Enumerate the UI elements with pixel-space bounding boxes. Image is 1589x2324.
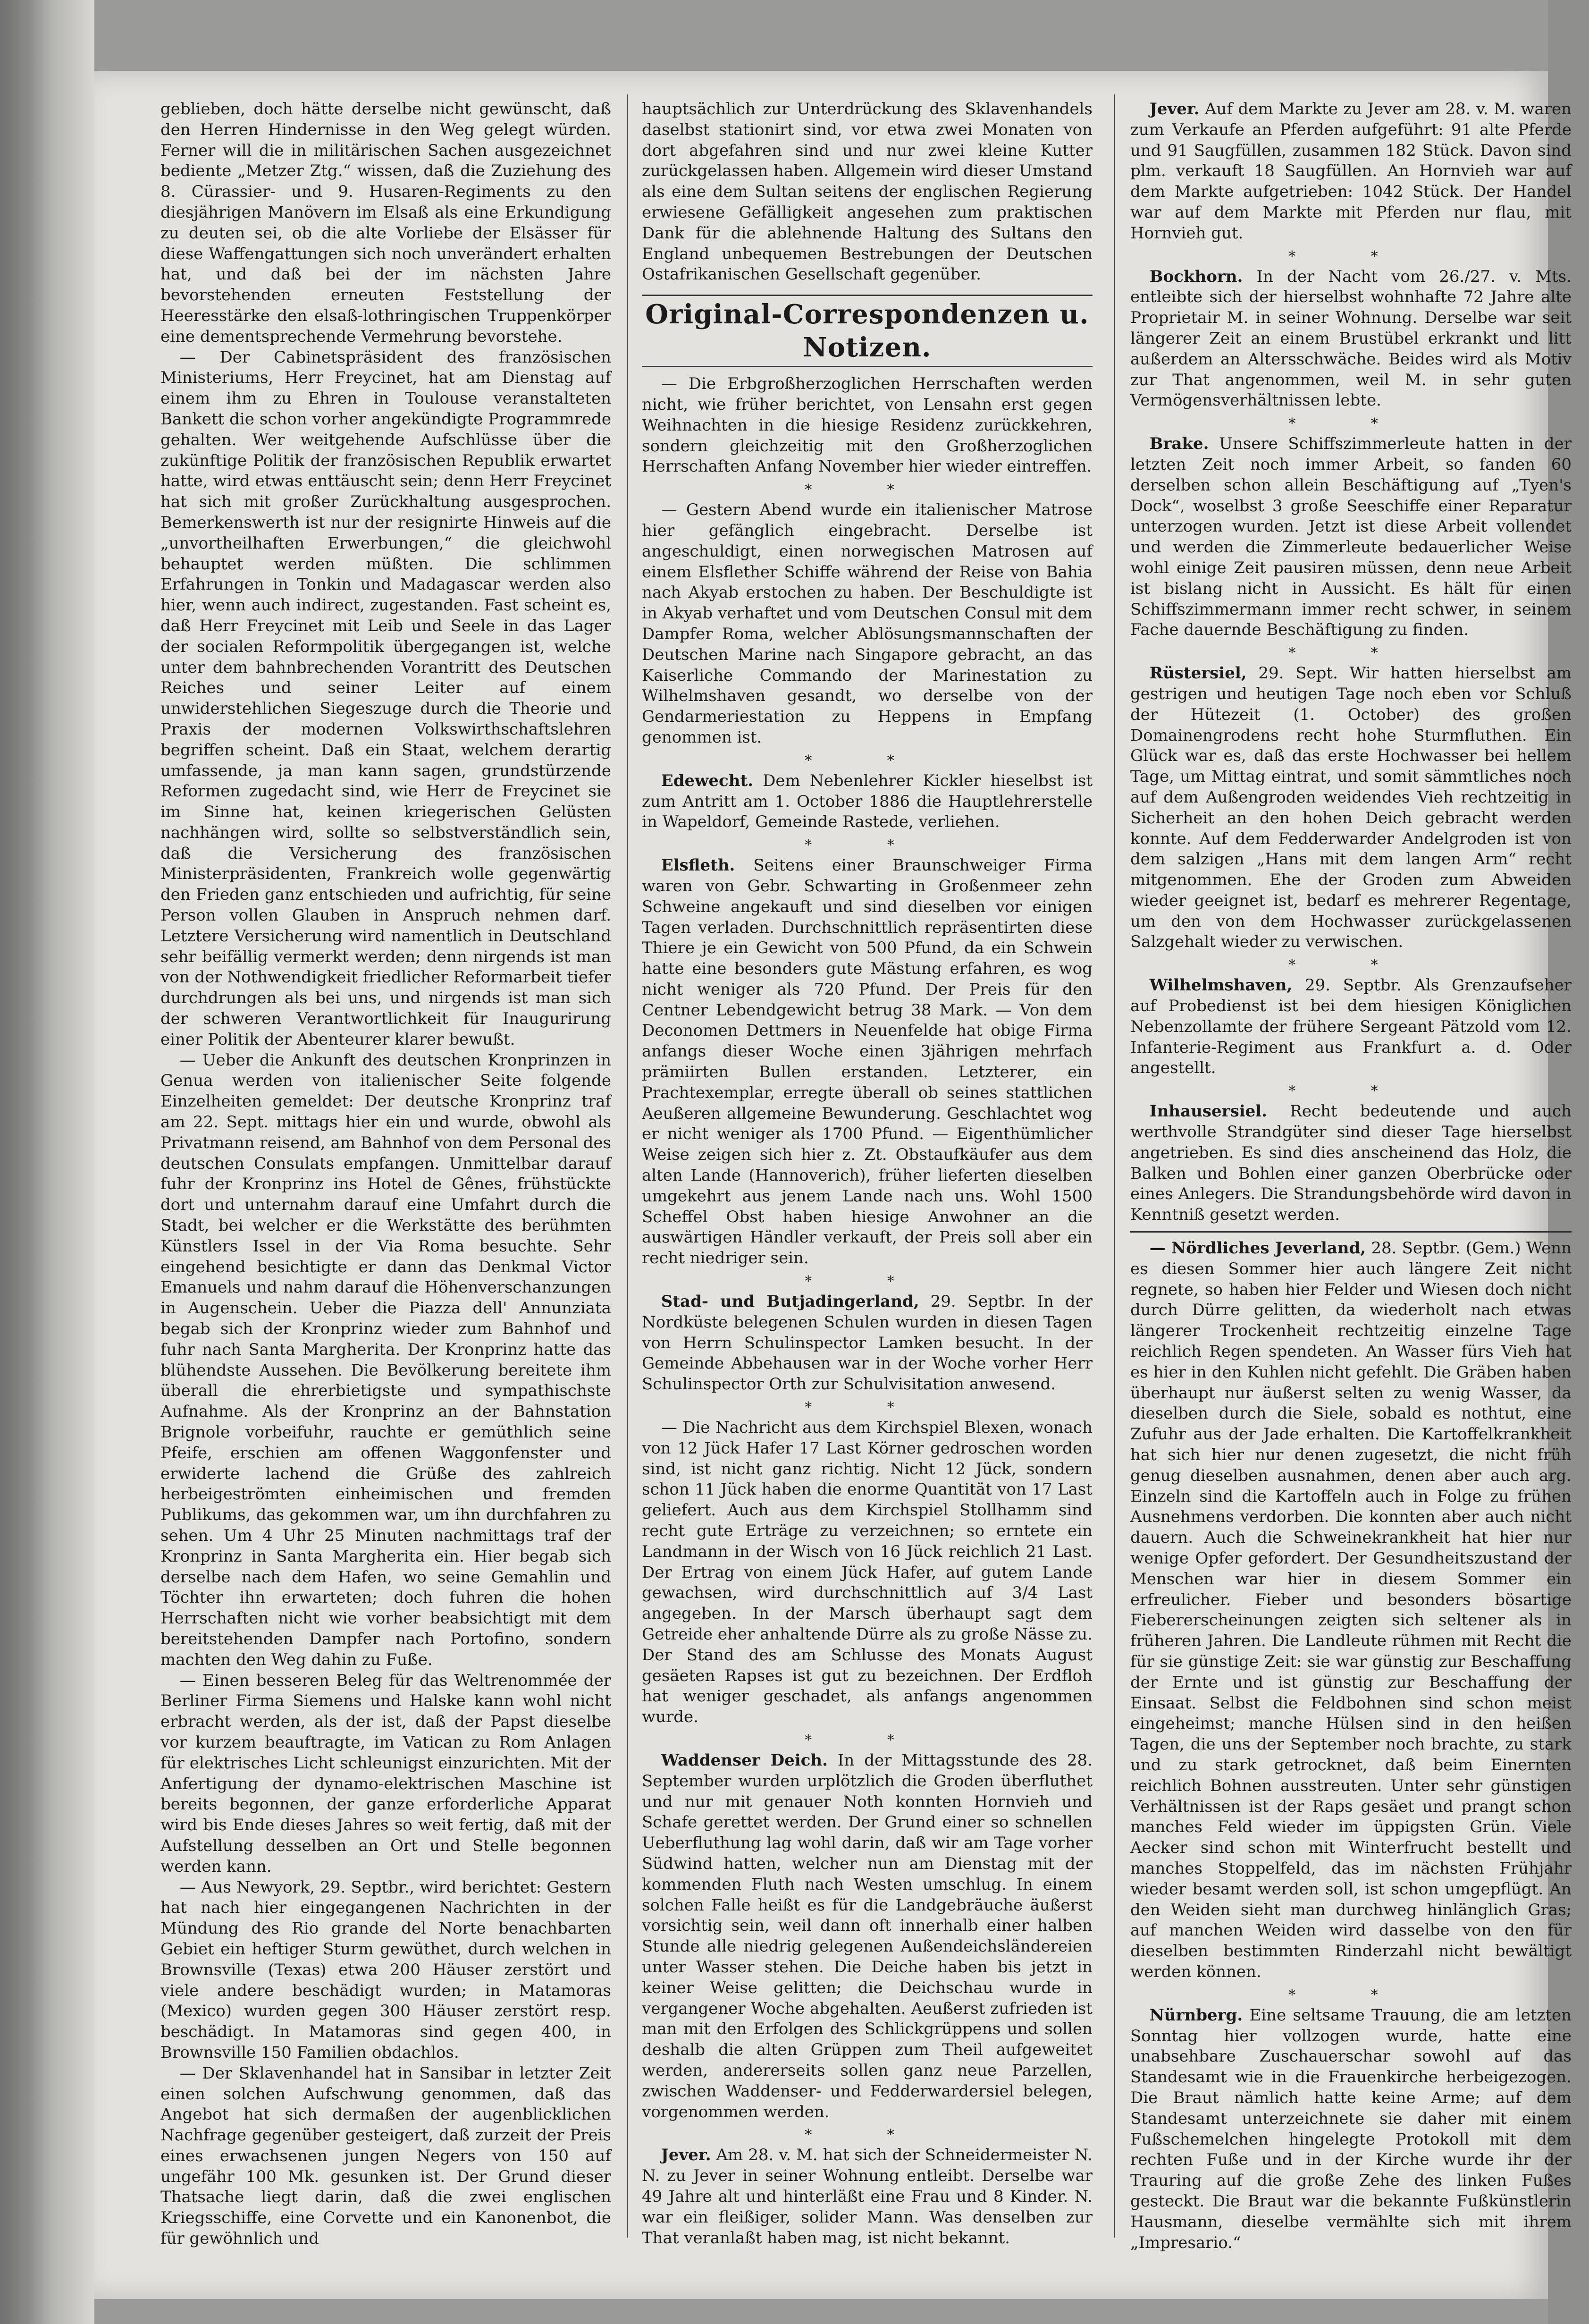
article-paragraph: — Der Sklavenhandel hat in Sansibar in letzter Zeit einen solchen Aufschwung genommen, daß das Angebot hat sich dermaßen der augenblicklichen Nachfrage gegenüber gesteigert, daß zurzeit der Preis eines erwachsenen jungen Negers von 150 auf ungefähr 100 Mk. gesunken ist. Der Grund dieser Thatsache liegt darin, daß die zwei englischen Kriegsschiffe, eine Corvette und ein Kanonenbot, die für gewöhnlich und (160, 2063, 611, 2248)
notice (1130, 1238, 1572, 1983)
notice (1130, 975, 1572, 1079)
notice-text: In der Mittagsstunde des 28. September wurden urplötzlich die Groden überfluthet und nur mit genauer Noth konnten Hornvieh und Schafe gerettet werden. Der Grund einer so schnellen Ueberfluthung lag wohl darin, daß wir am Tage vorher Südwind hatten, welcher nun am Dienstag mit der kommenden Fluth nach Westen umschlug. In einem solchen Falle heißt es für die Landgebräuche äußerst vorsichtig sein, weil dann oft innerhalb einer halben Stunde alle niedrig gelegenen Außendeichsländereien unter Wasser stehen. Die Deiche haben bis jetzt in keiner Weise gelitten; die Deichschau wurde in vergangener Woche abgehalten. Aeußerst zufrieden ist man mit den Erfolgen des Schlickgrüppens und sollen deshalb die alten Grüppen zum Theil aufgeweitet werden, andererseits sollen ganz neue Parzellen, zwischen Waddenser- und Fedderwardersiel belegen, vorgenommen werden. (642, 1750, 1093, 2121)
notice-text: 28. Septbr. (Gem.) Wenn es diesen Sommer hier auch längere Zeit nicht regnete, so haben hier Felder und Wiesen doch nicht durch Dürre gelitten, da wiederholt nach etwas längerer Trockenheit rechtzeitig einzelne Tage reichlich Regen spendeten. An Wasser fürs Vieh hat es hier in den Kuhlen nicht gefehlt. Die Gräben haben überhaupt nur äußerst selten zu wenig Wasser, da dieselben durch die Siele, sobald es nothtut, eine Zufuhr aus der Jade erhalten. Die Kartoffelkrankheit hat sich hier nur denen zugesetzt, die nicht früh genug dieselben ausnahmen, denen aber auch arg. Einzeln sind die Kartoffeln auch in Folge zu frühen Ausnehmens verdorben. Die konnten aber auch nicht dauern. Auch die Schweinekrankheit hat hier nur wenige Opfer gefordert. Der Gesundheitszustand der Menschen war hier in diesem Sommer ein erfreulicher. Fieber und besonders bösartige Fiebererscheinungen zeigten sich seltener als in früheren Jahren. Die Landleute rühmen mit Recht die für sie günstige Zeit: sie war günstig zur Beschaffung der Ernte und ist günstig zur Beschaffung der Einsaat. Selbst die Feldbohnen sind schon meist eingeheimst; manche Hülsen sind in den heißen Tagen, die uns der September noch brachte, zu stark und zu stark getrocknet, daß beim Einernten reichlich Bohnen ausstreuten. Unter sehr günstigen Verhältnissen ist der Raps gesäet und prangt schon manches Feld wieder im üppigsten Grün. Viele Aecker sind schon mit Winterfrucht bestellt und manches Stoppelfeld, das im nächsten Frühjahr wieder besamt werden soll, ist schon umgepflügt. An den Weiden sieht man durchweg hinlänglich Gras; auf manchen Weiden wird dasselbe von den für dieselben bestimmten Rinderzahl nicht bewältigt werden können. (1130, 1239, 1572, 1981)
article-paragraph: hauptsächlich zur Unterdrückung des Sklavenhandels daselbst stationirt sind, vor etwa zwei Monaten von dort abgefahren sind und nur zwei kleine Kutter zurückgelassen haben. Allgemein wird dieser Umstand als eine dem Sultan seitens der englischen Regierung erwiesene Gefälligkeit angesehen zum praktischen Dank für die ablehnende Haltung des Sultans den England unbequemen Bestrebungen der Deutschen Ostafrikanischen Gesellschaft gegenüber. (642, 100, 1093, 284)
dateline: Elsfleth. (661, 856, 735, 875)
separator-stars: * * (805, 752, 930, 769)
notice (642, 1292, 1093, 1395)
separator-stars: * * (805, 1273, 930, 1290)
notice-text: 29. Sept. Wir hatten hierselbst am gestrigen und heutigen Tage noch eben vor Schluß der Hütezeit (1. October) des großen Domainengrodens recht hohe Sturmfluthen. Ein Glück war es, daß das erste Hochwasser bei hellem Tage, um Mittag eintrat, und somit sämmtliches noch auf dem Außengroden weidendes Vieh rechtzeitig in Sicherheit an den hohen Deich gebracht werden konnte. Auf dem Fedderwarder Andelgroden ist von dem salzigen „Hans mit dem langen Arm“ recht mitgenommen. Ehe der Groden zum Abweiden wieder geeignet ist, bedarf es mehrerer Regentage, um den von dem Hochwasser zurückgelassenen Salzgehalt wieder zu verwischen. (1130, 664, 1572, 952)
column-1 (160, 99, 611, 2249)
separator-stars: * * (1288, 645, 1413, 662)
separator-stars: * * (805, 1399, 930, 1416)
column-rule (1114, 94, 1115, 2238)
separator-stars: * * (805, 2127, 930, 2144)
notice-text: 29. Septbr. In der Nordküste belegenen Schulen wurden in diesen Tagen von Herrn Schulinspector Lamken besucht. In der Gemeinde Abbehausen war in der Woche vorher Herr Schulinspector Orth zur Schulvisitation anwesend. (642, 1292, 1093, 1394)
notice-text: Dem Nebenlehrer Kickler hieselbst ist zum Antritt am 1. October 1886 die Hauptlehrerstelle in Wapeldorf, Gemeinde Rastede, verliehen. (642, 771, 1093, 832)
dateline: Inhausersiel. (1149, 1102, 1268, 1121)
column-2 (642, 99, 1093, 2248)
notice-text: Seitens einer Braunschweiger Firma waren von Gebr. Schwarting in Großenmeer zehn Schweine angekauft und sind dieselben vor einigen Tagen verladen. Durchschnittlich repräsentirten diese Thiere je ein Gewicht von 500 Pfund, da ein Schwein hatte eine besonders gute Mästung erfahren, es wog nicht weniger als 720 Pfund. Der Preis für den Centner Lebendgewicht betrug 38 Mark. — Von dem Deconomen Dettmers in Neuenfelde hat obige Firma anfangs dieser Woche einen 3jährigen mehrfach prämiirten Bullen erstanden. Letzterer, ein Prachtexemplar, erregte überall ob seines stattlichen Aeußeren allgemeine Bewunderung. Geschlachtet wog er nicht weniger als 1700 Pfund. — Eigenthümlicher Weise zeigen sich hier z. Zt. Obstaufkäufer aus dem alten Lande (Hannoverich), früher lieferten dieselben umgekehrt aus jenem Lande nach uns. Wohl 1500 Scheffel Obst haben hiesige Anwohner an die auswärtigen Händler verkauft, der Preis soll aber ein recht niedriger sein. (642, 856, 1093, 1268)
column-3 (1130, 99, 1572, 2253)
divider (1130, 1231, 1572, 1233)
column-rule (627, 94, 628, 2238)
separator-stars: * * (805, 1732, 930, 1749)
notice (642, 2145, 1093, 2248)
dateline: Edewecht. (661, 771, 753, 790)
notice (1130, 2005, 1572, 2254)
notice-text: 29. Septbr. Als Grenzaufseher auf Probedienst ist bei dem hiesigen Königlichen Nebenzollamte der frühere Sergeant Pätzold vom 12. Infanterie-Regiment aus Frankfurt a. d. Oder angestellt. (1130, 976, 1572, 1078)
notice-text: Recht bedeutende und auch werthvolle Strandgüter sind dieser Tage hierselbst angetrieben. Es sind dies anscheinend das Holz, die Balken und Bohlen einer ganzen Oberbrücke oder eines Anlegers. Die Strandungsbehörde wird davon in Kenntniß gesetzt werden. (1130, 1102, 1572, 1225)
separator-stars: * * (805, 837, 930, 854)
book-edge (0, 0, 94, 2324)
notice-text: Am 28. v. M. hat sich der Schneidermeister N. N. zu Jever in seiner Wohnung entleibt. Derselbe war 49 Jahre alt und hinterläßt eine Frau und 8 Kinder. N. war ein fleißiger, solider Mann. Was denselben zur That veranlaßt haben mag, ist nicht bekannt. (642, 2146, 1093, 2248)
separator-stars: * * (1288, 957, 1413, 974)
notice (1130, 267, 1572, 412)
notice-text: — Die Erbgroßherzoglichen Herrschaften werden nicht, wie früher berichtet, von Lensahn erst gegen Weihnachten in die hiesige Residenz zurückkehren, sondern gleichzeitig mit den Großherzoglichen Herrschaften Anfang November hier wieder eintreffen. (642, 374, 1093, 476)
notice (642, 1750, 1093, 2122)
notice (642, 771, 1093, 833)
separator-stars: * * (1288, 1083, 1413, 1100)
notice (642, 855, 1093, 1269)
notice (642, 1418, 1093, 1728)
separator-stars: * * (1288, 1986, 1413, 2003)
notice (642, 374, 1093, 477)
notice (1130, 1101, 1572, 1225)
notice-text: Auf dem Markte zu Jever am 28. v. M. waren zum Verkaufe an Pferden aufgeführt: 91 alte Pferde und 91 Saugfüllen, zusammen 182 Stück. Davon sind plm. verkauft 18 Saugfüllen. An Hornvieh war auf dem Markte aufgetrieben: 1042 Stück. Der Handel war auf dem Markte mit Pferden nur flau, mit Hornvieh gut. (1130, 100, 1572, 243)
separator-stars: * * (805, 482, 930, 499)
dateline: Brake. (1149, 434, 1209, 454)
dateline: Nürnberg. (1149, 2005, 1243, 2025)
notice-text: Unsere Schiffszimmerleute hatten in der letzten Zeit noch immer Arbeit, so fanden 60 derselben schon allein Beschäftigung auf „Tyen's Dock“, woselbst 3 große Seeschiffe einer Reparatur unterzogen wurden. Jetzt ist diese Arbeit vollendet und werden die Zimmerleute bedauerlicher Weise wohl einige Zeit pausiren müssen, denn neue Arbeit ist bislang nicht in Aussicht. Es hält für einen Schiffszimmermann immer recht schwer, in seinem Fache dauernde Beschäftigung zu finden. (1130, 434, 1572, 640)
dateline: Bockhorn. (1149, 267, 1243, 286)
separator-stars: * * (1288, 415, 1413, 432)
article-paragraph: — Der Cabinetspräsident des französischen Ministeriums, Herr Freycinet, hat am Dienstag auf einem ihm zu Ehren in Toulouse veranstalteten Bankett die schon vorher angekündigte Programmrede gehalten. Wer weitgehende Aufschlüsse über die zukünftige Politik der französischen Republik erwartet hatte, wird etwas enttäuscht sein; denn Herr Freycinet hat sich mit großer Zurückhaltung ausgesprochen. Bemerkenswerth ist nur der resignirte Hinweis auf die „unvortheilhaften Erwerbungen,“ die gleichwohl behauptet werden müßten. Die schlimmen Erfahrungen in Tonkin und Madagascar werden also hier, wenn auch indirect, zugestanden. Fast scheint es, daß Herr Freycinet mit Leib und Seele in das Lager der socialen Reformpolitik übergegangen ist, welche unter dem bahnbrechenden Vorantritt des Deutschen Reiches und seiner Leiter auf einem unwiderstehlichen Siegeszuge durch die Theorie und Praxis der modernen Volkswirthschaftslehren begriffen scheint. Daß ein Staat, welchem derartig umfassende, ja man kann sagen, grundstürzende Reformen zugedacht sind, wie Herr de Freycinet sie im Sinne hat, keinen kriegerischen Gelüsten nachhängen wird, sollte so selbstverständlich sein, daß die Versicherung des französischen Ministerpräsidenten, Frankreich wolle gegenwärtig den Frieden ganz entschieden und aufrichtig, für seine Person vollen Glauben in Anspruch nehmen darf. Letztere Versicherung wird namentlich in Deutschland sehr beifällig vermerkt werden; denn nirgends ist man von der Nothwendigkeit friedlicher Reformarbeit tiefer durchdrungen als bei uns, und nirgends ist man sich der schweren Verantwortlichkeit für Inaugurirung einer Politik der Abenteurer klarer bewußt. (160, 347, 611, 1049)
notice-text: Eine seltsame Trauung, die am letzten Sonntag hier vollzogen wurde, hatte eine unabsehbare Zuschauerschar sowohl auf das Standesamt wie in die Frauenkirche herbeigezogen. Die Braut nämlich hatte keine Arme; auf dem Standesamt unterzeichnete sie daher mit einem Fußschemelchen hingelegte Protokoll mit dem rechten Fuße und in der Kirche wurde ihr der Trauring auf die große Zehe des linken Fußes gesteckt. Die Braut war die bekannte Fußkünstlerin Hausmann, dieselbe vermählte sich mit ihrem „Impresario.“ (1130, 2005, 1572, 2252)
article-paragraph: geblieben, doch hätte derselbe nicht gewünscht, daß den Herren Hindernisse in den Weg gelegt würden. Ferner will die in militärischen Sachen ausgezeichnet bediente „Metzer Ztg.“ wissen, daß die Zuziehung des 8. Cürassier- und 9. Husaren-Regiments zu den diesjährigen Manövern im Elsaß als eine Erkundigung zu deuten sei, ob die alte Vorliebe der Elsässer für diese Waffengattungen sich noch unverändert erhalten hat, und daß bei der im nächsten Jahre bevorstehenden erneuten Feststellung der Heeresstärke den elsaß-lothringischen Truppenkörper eine dementsprechende Vermehrung bevorstehe. (160, 100, 611, 346)
notice (1130, 434, 1572, 641)
article-paragraph: — Einen besseren Beleg für das Weltrenommée der Berliner Firma Siemens und Halske kann wohl nicht erbracht werden, als der ist, daß der Papst dieselbe vor kurzem beauftragte, im Vatican zu Rom Anlagen für elektrisches Licht schleunigst einzurichten. Mit der Anfertigung der dynamo-elektrischen Maschine ist bereits begonnen, der ganze erforderliche Apparat wird bis Ende dieses Jahres so weit fertig, daß mit der Aufstellung desselben an Ort und Stelle begonnen werden kann. (160, 1671, 611, 1876)
dateline: Stad- und Butjadingerland, (661, 1292, 919, 1311)
dateline: Waddenser Deich. (661, 1750, 828, 1770)
notice (1130, 663, 1572, 953)
notice-text: — Gestern Abend wurde ein italienischer Matrose hier gefänglich eingebracht. Derselbe ist angeschuldigt, einen norwegischen Matrosen auf einem Elsflether Schiffe während der Reise von Bahia nach Akyab erstochen zu haben. Der Beschuldigte ist in Akyab verhaftet und vom Deutschen Consul mit dem Dampfer Roma, welcher Ablösungsmannschaften der Deutschen Marine nach Singapore gebracht, an das Kaiserliche Commando der Marinestation zu Wilhelmshaven gesandt, wo derselbe von der Gendarmeriestation zu Heppens in Empfang genommen ist. (642, 500, 1093, 747)
separator-stars: * * (1288, 248, 1413, 265)
dateline: Rüstersiel, (1149, 664, 1247, 683)
dateline: Jever. (661, 2146, 711, 2165)
dateline: Wilhelmshaven, (1149, 976, 1293, 995)
newspaper-page (94, 71, 1572, 2299)
notice (1130, 99, 1572, 244)
dateline: Jever. (1149, 100, 1200, 118)
notice (642, 500, 1093, 748)
dateline: — Nördliches Jeverland, (1149, 1239, 1366, 1258)
notice-text: In der Nacht vom 26./27. v. Mts. entleibte sich der hierselbst wohnhafte 72 Jahre alte Proprietair M. in seiner Wohnung. Derselbe war seit längerer Zeit an einem Brustübel erkrankt und litt außerdem an Altersschwäche. Beides wird als Motiv zur That angenommen, weil M. in sehr guten Vermögensverhältnissen lebte. (1130, 267, 1572, 410)
article-paragraph: — Ueber die Ankunft des deutschen Kronprinzen in Genua werden von italienischer Seite folgende Einzelheiten gemeldet: Der deutsche Kronprinz traf am 22. Sept. mittags hier ein und wurde, obwohl als Privatmann reisend, am Bahnhof von dem Personal des deutschen Consulats empfangen. Unmittelbar darauf fuhr der Kronprinz ins Hotel de Gênes, frühstückte dort und unternahm darauf eine Umfahrt durch die Stadt, bei welcher er die Werkstätte des berühmten Künstlers Issel in der Via Roma besuchte. Sehr eingehend besichtigte er dann das Denkmal Victor Emanuels und nahm darauf die Höhenverschanzungen in Augenschein. Ueber die Piazza dell' Annunziata begab sich der Kronprinz wieder zum Bahnhof und fuhr nach Santa Margherita. Der Kronprinz hatte das blühendste Aussehen. Die Bevölkerung bereitete ihm überall die ehrerbietigste und sympathischste Aufnahme. Als der Kronprinz an der Bahnstation Brignole vorbeifuhr, rauchte er gemüthlich seine Pfeife, erschien am offenen Waggonfenster und erwiderte lachend die Grüße des zahlreich herbeigeströmten einheimischen und fremden Publikums, das gekommen war, um ihn durchfahren zu sehen. Um 4 Uhr 25 Minuten nachmittags traf der Kronprinz in Santa Margherita ein. Hier begab sich derselbe nach dem Hafen, wo seine Gemahlin und Töchter ihn erwarteten; doch fuhren die hohen Herrschaften nicht wie vorher beabsichtigt mit dem bereitstehenden Dampfer nach Portofino, sondern machten den Weg dahin zu Fuße. (160, 1050, 611, 1669)
article-paragraph: — Aus Newyork, 29. Septbr., wird berichtet: Gestern hat nach hier eingegangenen Nachrichten in der Mündung des Rio grande del Norte benachbarten Gebiet ein heftiger Sturm gewüthet, durch welchen in Brownsville (Texas) etwa 200 Häuser zerstört und viele andere beschädigt wurden; in Matamoras (Mexico) wurden gegen 300 Häuser zerstört resp. beschädigt. In Matamoras sind gegen 400, in Brownsville 150 Familien obdachlos. (160, 1877, 611, 2062)
notice-text: — Die Nachricht aus dem Kirchspiel Blexen, wonach von 12 Jück Hafer 17 Last Körner gedroschen worden sind, ist nicht ganz richtig. Nicht 12 Jück, sondern schon 11 Jück haben die enorme Quantität von 17 Last geliefert. Auch aus dem Kirchspiel Stollhamm sind recht gute Erträge zu verzeichnen; so erntete ein Landmann in der Wisch von 16 Jück reichlich 21 Last. Der Ertrag von einem Jück Hafer, auf gutem Lande gewachsen, wird durchschnittlich auf 3/4 Last angegeben. In der Marsch überhaupt sagt dem Getreide eher anhaltende Dürre als zu große Nässe zu. Der Stand des am Schlusse des Monats August gesäeten Rapses ist gut zu bezeichnen. Der Erdfloh hat weniger geschadet, als anfangs angenommen wurde. (642, 1418, 1093, 1727)
section-heading: Original-Correspondenzen u. Notizen. (642, 295, 1093, 367)
